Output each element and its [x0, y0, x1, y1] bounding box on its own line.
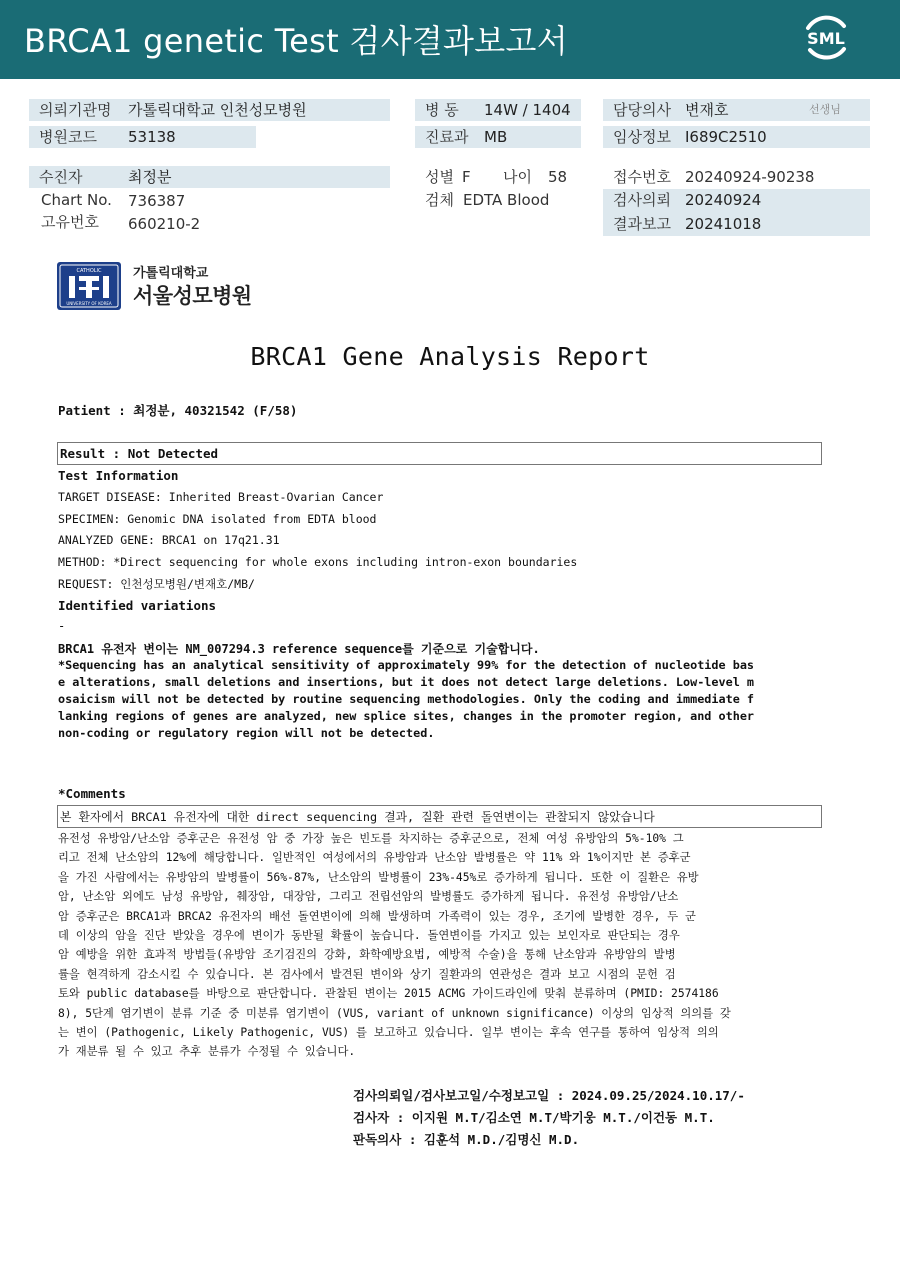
- reference-line: BRCA1 유전자 변이는 NM_007294.3 reference sequence를 기준으로 기술합니다.: [58, 642, 540, 656]
- result-line: Result : Not Detected: [60, 446, 219, 461]
- patient-value: 최정분: [128, 168, 172, 186]
- sensitivity-note: [58, 657, 754, 742]
- comment-line: 리고 전체 난소암의 12%에 해당합니다. 일반적인 여성에서의 유방암과 난소암 발병률은 약 11% 와 1%이지만 본 증후군: [58, 851, 691, 865]
- dept-label: 진료과: [425, 128, 469, 146]
- chart-label: Chart No.: [41, 191, 112, 209]
- comment-line: 률을 현격하게 감소시킬 수 있습니다. 본 검사에서 발견된 변이와 상기 질환과의 연관성은 결과 보고 시점의 문헌 검: [58, 967, 676, 981]
- sex-value: F: [462, 168, 471, 186]
- clinical-value: I689C2510: [685, 128, 767, 146]
- chart-value: 736387: [128, 192, 186, 210]
- dept-value: MB: [484, 128, 508, 146]
- hospital-logo-line1: 가톨릭대학교: [133, 266, 209, 281]
- ward-value: 14W / 1404: [484, 101, 571, 119]
- institution-label: 의뢰기관명: [39, 101, 112, 119]
- specimen-label: 검체: [425, 191, 454, 209]
- test-info-heading: Test Information: [58, 468, 179, 483]
- method-line: METHOD: *Direct sequencing for whole exons including intron-exon boundaries: [58, 555, 578, 569]
- dates-field: [603, 189, 870, 236]
- sex-label: 성별: [425, 168, 454, 186]
- doctor-field: [603, 99, 870, 121]
- report-title: BRCA1 Gene Analysis Report: [250, 342, 650, 371]
- doctor-label: 담당의사: [613, 101, 671, 119]
- report-date-label: 결과보고: [613, 215, 671, 233]
- specimen-line: SPECIMEN: Genomic DNA isolated from EDTA blood: [58, 512, 377, 526]
- note-line: lanking regions of genes are analyzed, new splice sites, changes in the promoter region, and other: [58, 709, 755, 723]
- comment-line: 데 이상의 암을 진단 받았을 경우에 변이가 동반될 확률이 높습니다. 돌연변이를 가지고 있는 보인자로 판단되는 경우: [58, 929, 680, 943]
- patient-label: 수진자: [39, 168, 83, 186]
- hospital-logo: [57, 262, 257, 312]
- report-date-value: 20241018: [685, 215, 762, 233]
- hospital-code-label: 병원코드: [39, 128, 97, 146]
- specimen-value: EDTA Blood: [463, 191, 550, 209]
- comment-line: 는 변이 (Pathogenic, Likely Pathogenic, VUS) 를 보고하고 있습니다. 일부 변이는 후속 연구를 통하여 임상적 의의: [58, 1026, 719, 1040]
- patient-line: Patient : 최정분, 40321542 (F/58): [58, 403, 298, 418]
- note-line: *Sequencing has an analytical sensitivity of approximately 99% for the detection of nucleotide bas: [58, 658, 755, 672]
- institution-value: 가톨릭대학교 인천성모병원: [128, 101, 307, 119]
- doctor-suffix: 선생님: [809, 103, 841, 116]
- emblem-bottom-text: UNIVERSITY OF KOREA: [66, 301, 112, 306]
- sign-examiners: 검사자 : 이지원 M.T/김소연 M.T/박기웅 M.T./이건동 M.T.: [353, 1110, 715, 1125]
- sml-logo-text: SML: [807, 29, 845, 48]
- request-line: REQUEST: 인천성모병원/변재호/MB/: [58, 577, 255, 591]
- comment-line: 8), 5단계 염기변이 분류 기준 중 미분류 염기변이 (VUS, variant of unknown significance) 이상의 임상적 의의를 갖: [58, 1006, 731, 1020]
- note-line: non-coding or regulatory region will not be detected.: [58, 726, 435, 740]
- patient-field: [29, 166, 390, 188]
- unique-label: 고유번호: [41, 213, 99, 231]
- hospital-emblem-icon: [57, 262, 121, 310]
- receipt-label: 접수번호: [613, 168, 671, 186]
- emblem-top-text: CATHOLIC: [76, 268, 102, 274]
- identified-dash: -: [58, 619, 66, 633]
- analyzed-gene: ANALYZED GENE: BRCA1 on 17q21.31: [58, 533, 280, 547]
- sml-logo-icon: [800, 12, 852, 64]
- comment-line: 암, 난소암 외에도 남성 유방암, 췌장암, 대장암, 그리고 전립선암의 발병률도 증가하게 됩니다. 유전성 유방암/난소: [58, 890, 679, 904]
- request-date-label: 검사의뢰: [613, 191, 671, 209]
- hospital-code-field: [29, 126, 256, 148]
- comment-paragraph: [58, 829, 731, 1062]
- comment-line: 가 재분류 될 수 있고 추후 분류가 수정될 수 있습니다.: [58, 1045, 356, 1059]
- request-date-value: 20240924: [685, 191, 762, 209]
- note-line: e alterations, small deletions and insertions, but it does not detect large deletions. Low-level m: [58, 675, 755, 689]
- age-value: 58: [548, 168, 568, 186]
- hospital-logo-line2: 서울성모병원: [133, 284, 252, 308]
- ward-label: 병 동: [425, 101, 459, 119]
- unique-value: 660210-2: [128, 215, 201, 233]
- ward-field: [415, 99, 581, 121]
- identified-heading: Identified variations: [58, 598, 217, 613]
- clinical-label: 임상정보: [613, 128, 671, 146]
- sign-doctors: 판독의사 : 김훈석 M.D./김명신 M.D.: [353, 1132, 580, 1147]
- clinical-field: [603, 126, 870, 148]
- receipt-value: 20240924-90238: [685, 168, 815, 186]
- comment-line: 암 예방을 위한 효과적 방법들(유방암 조기검진의 강화, 화학예방요법, 예방적 수술)을 통해 난소암과 유방암의 발병: [58, 948, 676, 962]
- hospital-code-value: 53138: [128, 128, 176, 146]
- age-label: 나이: [503, 168, 532, 186]
- header-bar: [0, 0, 900, 79]
- institution-field: [29, 99, 390, 121]
- target-disease: TARGET DISEASE: Inherited Breast-Ovarian Cancer: [58, 490, 384, 504]
- comment-box-text: 본 환자에서 BRCA1 유전자에 대한 direct sequencing 결과, 질환 관련 돌연변이는 관찰되지 않았습니다: [60, 810, 655, 824]
- dept-field: [415, 126, 581, 148]
- note-line: osaicism will not be detected by routine sequencing methodologies. Only the coding and immediate f: [58, 692, 755, 706]
- comment-line: 을 가진 사람에서는 유방암의 발병률이 56%-87%, 난소암의 발병률이 23%-45%로 증가하게 됩니다. 또한 이 질환은 유방: [58, 870, 699, 884]
- comment-line: 암 증후군은 BRCA1과 BRCA2 유전자의 배선 돌연변이에 의해 발생하며 가족력이 있는 경우, 조기에 발병한 경우, 두 군: [58, 909, 696, 923]
- comments-heading: *Comments: [58, 786, 126, 801]
- sign-dates: 검사의뢰일/검사보고일/수정보고일 : 2024.09.25/2024.10.17/-: [353, 1088, 745, 1103]
- page-title: BRCA1 genetic Test 검사결과보고서: [24, 22, 568, 60]
- doctor-value: 변재호: [685, 101, 729, 119]
- comment-line: 토와 public database를 바탕으로 판단합니다. 관찰된 변이는 2015 ACMG 가이드라인에 맞춰 분류하며 (PMID: 2574186: [58, 987, 719, 1001]
- comment-line: 유전성 유방암/난소암 증후군은 유전성 암 중 가장 높은 빈도를 차지하는 증후군으로, 전체 여성 유방암의 5%-10% 그: [58, 832, 684, 845]
